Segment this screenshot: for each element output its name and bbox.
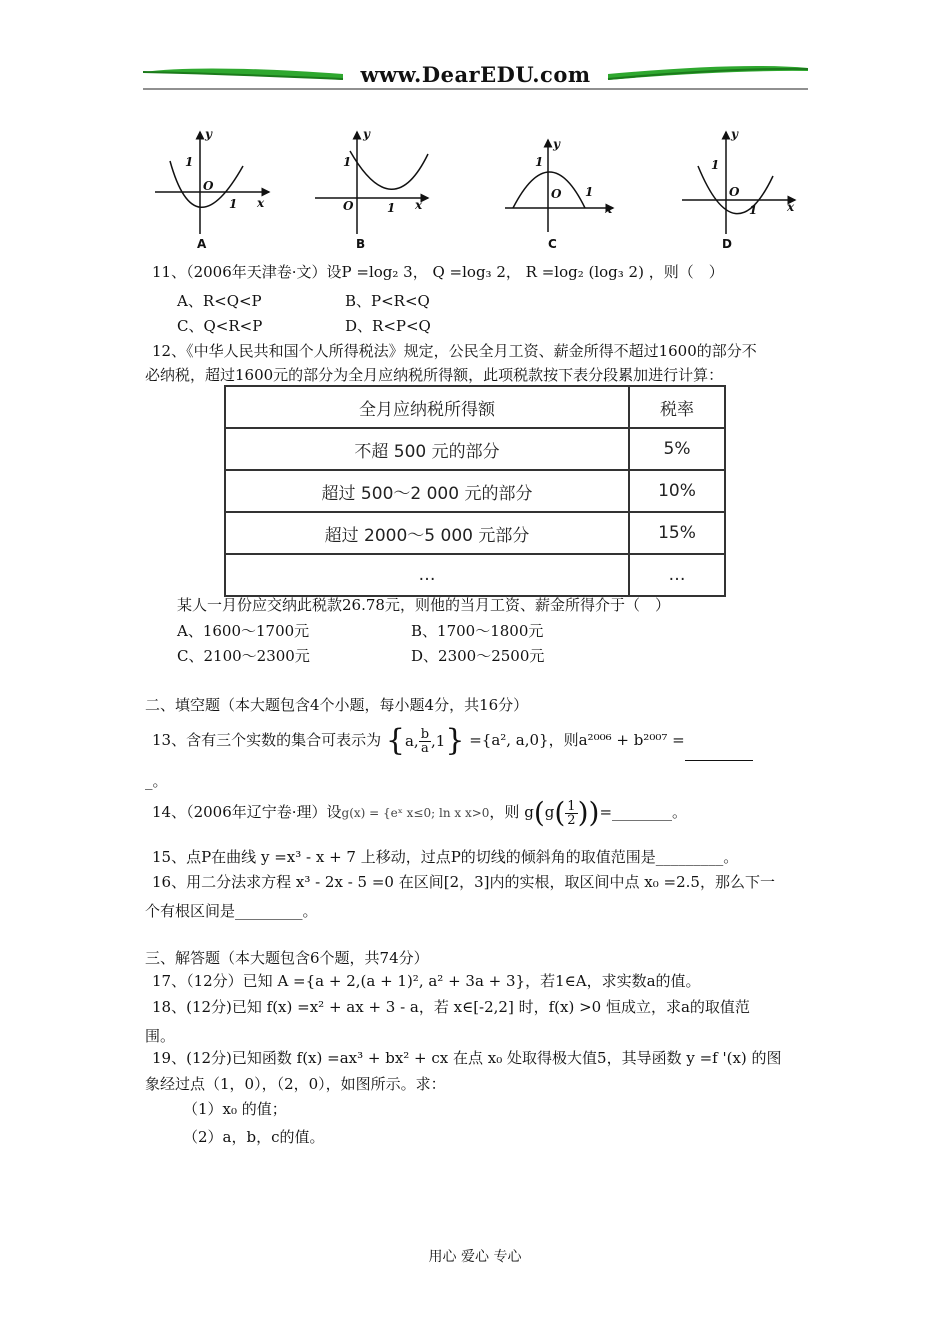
q11-stem: 11、（2006年天津卷·文）设P =log₂ 3， Q =log₃ 2， R =log₂ (log₃ 2) ，则（ ） [152,263,724,281]
table-header: 全月应纳税所得额 [225,386,629,428]
table-row [225,554,725,596]
graph-label-a: A [197,237,207,251]
svg-text:y: y [553,137,560,151]
page-footer: 用心 爱心 专心 [428,1249,522,1265]
fraction-one-half: $\frac{1}{2}$ [567,798,576,828]
q13-tail: _。 [145,772,168,790]
graph-label-d: D [722,237,732,251]
q16-stem-line1: 16、用二分法求方程 x³ - 2x - 5 =0 在区间[2，3]内的实根，取区间中点 x₀ =2.5，那么下一 [152,873,775,891]
q18-stem-line2: 围。 [145,1027,176,1045]
function-graphs [145,126,810,256]
q12-option-c: C、2100～2300元 [177,647,310,665]
table-cell: 超过 500～2 000 元的部分 [225,470,629,512]
q19-stem-line1: 19、(12分)已知函数 f(x) =ax³ + bx² + cx 在点 x₀ 处取得极大值5，其导函数 y =f '(x) 的图 [152,1049,782,1067]
graph-label-c: C [548,237,557,251]
svg-text:y: y [205,127,212,141]
q12-question: 某人一月份应交纳此税款26.78元，则他的当月工资、薪金所得介于（ ） [177,596,670,614]
svg-text:y: y [363,127,370,141]
graph-b [315,132,428,234]
q12-option-a: A、1600～1700元 [177,622,310,640]
q12-stem-line2: 必纳税，超过1600元的部分为全月应纳税所得额，此项税款按下表分段累加进行计算： [145,366,724,384]
graph-c [505,140,613,232]
table-cell: 15% [629,512,725,554]
table-cell: … [629,554,725,596]
q14-stem: 14、（2006年辽宁卷·理）设g(x) = {eˣ x≤0; ln x x>0，则 g(g( $\frac{1}{2}$ ))=________。 [152,796,688,829]
svg-text:y: y [731,127,738,141]
q16-stem-line2: 个有根区间是_________。 [145,902,318,920]
svg-text:x: x [415,198,423,212]
svg-text:1: 1 [711,158,720,172]
tax-rate-table [224,385,726,597]
svg-text:O: O [551,187,562,201]
q18-stem-line1: 18、(12分)已知 f(x) =x² + ax + 3 - a，若 x∈[-2,2] 时，f(x) >0 恒成立，求a的取值范 [152,998,750,1016]
q19-stem-line2: 象经过点（1，0），（2，0），如图所示。求： [145,1075,446,1093]
svg-text:1: 1 [387,201,396,215]
table-header: 税率 [629,386,725,428]
svg-text:1: 1 [749,203,758,217]
table-row [225,428,725,470]
svg-text:1: 1 [229,197,238,211]
q11-option-c: C、Q<R<P [177,317,263,335]
q19-sub1: （1）x₀ 的值； [183,1100,287,1118]
q11-option-d: D、R<P<Q [345,317,431,335]
q13-stem: 13、含有三个实数的集合可表示为 {a, $\frac{b}{a}$ ,1} ={a², a,0}，则a²⁰⁰⁶ + b²⁰⁰⁷ = [152,720,753,761]
fraction-b-over-a: $\frac{b}{a}$ [420,726,430,756]
q15-stem: 15、点P在曲线 y =x³ - x + 7 上移动，过点P的切线的倾斜角的取值范围是_________。 [152,848,739,866]
table-cell: 不超 500 元的部分 [225,428,629,470]
q12-option-b: B、1700～1800元 [411,622,544,640]
q19-sub2: （2）a，b，c的值。 [183,1128,325,1146]
svg-text:x: x [605,202,613,216]
table-cell: … [225,554,629,596]
table-cell: 5% [629,428,725,470]
table-cell: 10% [629,470,725,512]
table-header-row [225,386,725,428]
svg-text:O: O [343,199,354,213]
graph-d [682,132,795,234]
q12-option-d: D、2300～2500元 [411,647,545,665]
svg-text:1: 1 [585,185,594,199]
q12-stem-line1: 12、《中华人民共和国个人所得税法》规定，公民全月工资、薪金所得不超过1600的部分不 [152,342,757,360]
svg-text:O: O [203,179,214,193]
section2-title: 二、填空题（本大题包含4个小题，每小题4分，共16分） [145,696,529,714]
section3-title: 三、解答题（本大题包含6个题，共74分） [145,949,429,967]
table-row [225,470,725,512]
site-name: www.DearEDU.com [360,62,591,87]
graph-label-b: B [356,237,366,251]
q11-option-a: A、R<Q<P [177,292,262,310]
q17-stem: 17、（12分）已知 A ={a + 2,(a + 1)², a² + 3a + 3}，若1∈A，求实数a的值。 [152,972,701,990]
svg-text:1: 1 [185,155,194,169]
table-row [225,512,725,554]
svg-text:O: O [729,185,740,199]
site-header [143,58,808,92]
q11-option-b: B、P<R<Q [345,292,430,310]
svg-text:1: 1 [343,155,352,169]
svg-text:x: x [787,200,795,214]
svg-text:1: 1 [535,155,544,169]
svg-text:x: x [257,196,265,210]
table-cell: 超过 2000～5 000 元部分 [225,512,629,554]
